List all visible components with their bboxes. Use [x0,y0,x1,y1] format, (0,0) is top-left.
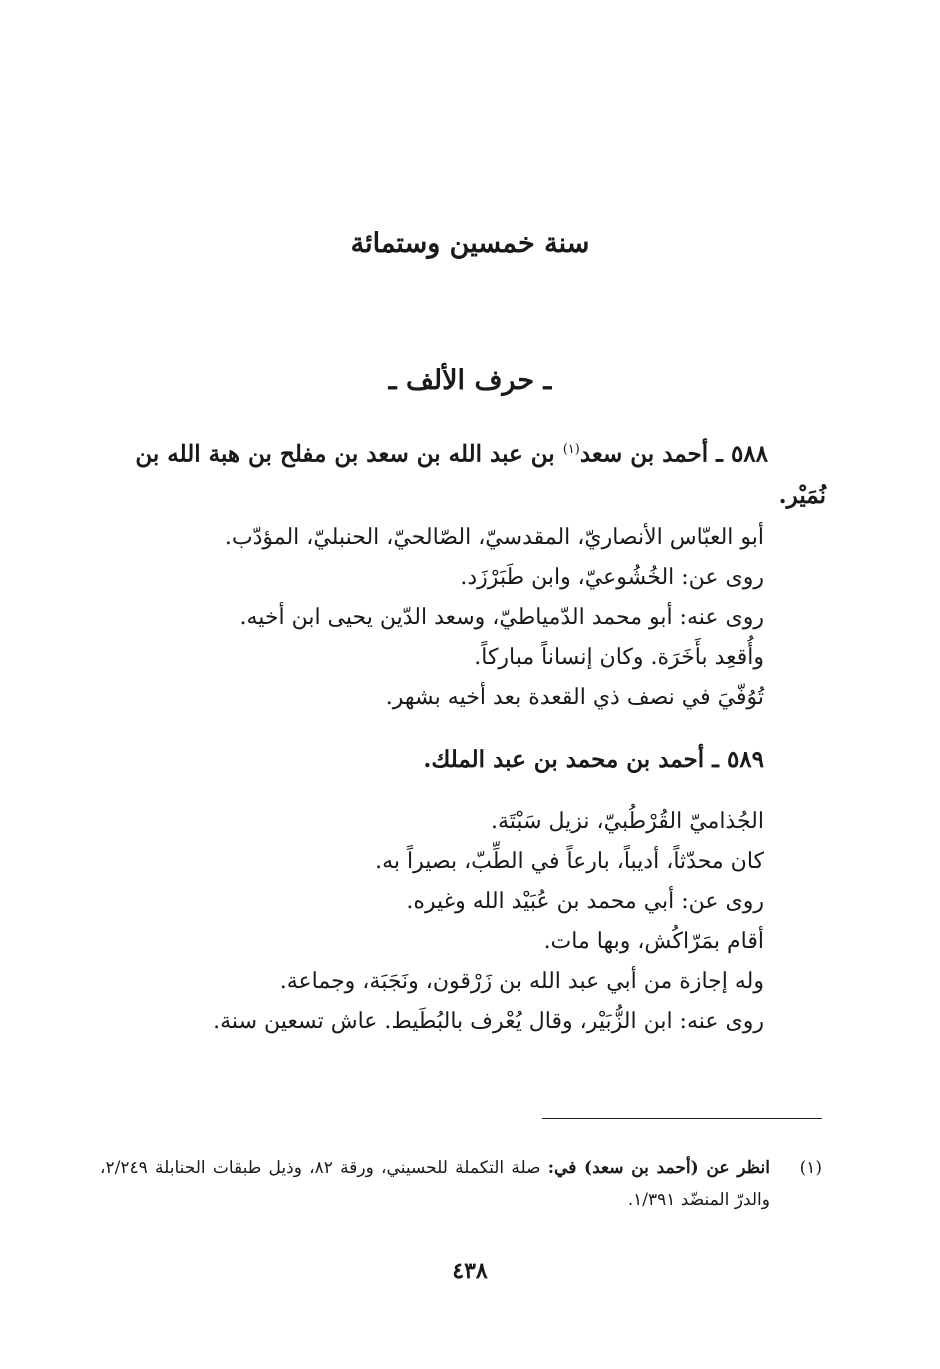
footnote-text-rest: صلة التكملة للحسيني، ورقة ٨٢، وذيل طبقات الحنابلة ٢/٢٤٩، والدرّ المنضّد ١/٣٩١. [100,1158,770,1210]
entry-589-line: روى عنه: ابن الزُّبَيْر، وقال يُعْرف بالبُطَيط. عاش تسعين سنة. [213,1009,764,1034]
entry-588-line: وأُقعِد بأَخَرَة. وكان إنساناً مباركاً. [474,645,764,670]
entry-588-line: روى عنه: أبو محمد الدّمياطيّ، وسعد الدّين يحيى ابن أخيه. [239,605,764,630]
entry-588-body [124,518,764,718]
entry-588-name-part2: بن عبد الله بن سعد بن مفلح بن هبة الله بن [135,440,563,468]
footnote-number: (١) [799,1158,822,1178]
entry-588-name-continuation: نُمَيْر. [778,482,826,509]
footnote-divider [542,1118,822,1119]
entry-589-line: كان محدّثاً، أديباً، بارعاً في الطِّبّ، بصيراً به. [375,849,764,874]
entry-589-line: وله إجازة من أبي عبد الله بن زَرْقون، ونَجَبَة، وجماعة. [279,969,764,994]
entry-589-body [124,802,764,1042]
entry-588-line: روى عن: الخُشُوعيّ، وابن طَبَرْزَد. [460,565,764,590]
page-number: ٤٣٨ [452,1258,488,1284]
entry-588-number: ٥٨٨ [730,440,768,468]
entry-589-line: أقام بمَرّاكُش، وبها مات. [543,929,764,954]
year-title: سنة خمسين وستمائة [350,228,590,259]
entry-588-line: أبو العبّاس الأنصاريّ، المقدسيّ، الصّالحيّ، الحنبليّ، المؤدّب. [224,525,764,550]
entry-589-line: الجُذاميّ القُرْطُبيّ، نزيل سَبْتَة. [491,809,764,834]
entry-589-line: روى عن: أبي محمد بن عُبَيْد الله وغيره. [406,889,764,914]
footnote-text-bold: انظر عن (أحمد بن سعد) في: [547,1158,771,1178]
letter-section-title: ـ حرف الألف ـ [388,365,552,396]
entry-589-heading [164,740,764,780]
entry-589-number: ٥٨٩ [726,746,764,773]
footnote-text [100,1152,770,1216]
footnote-marker: (١) [562,442,580,457]
entry-589-name: ـ أحمد بن محمد بن عبد الملك. [423,746,719,773]
entry-588-line: تُوُفّيَ في نصف ذي القعدة بعد أخيه بشهر. [385,685,764,710]
entry-588-heading [98,430,768,475]
entry-588-name-part1: ـ أحمد بن سعد [579,440,723,468]
